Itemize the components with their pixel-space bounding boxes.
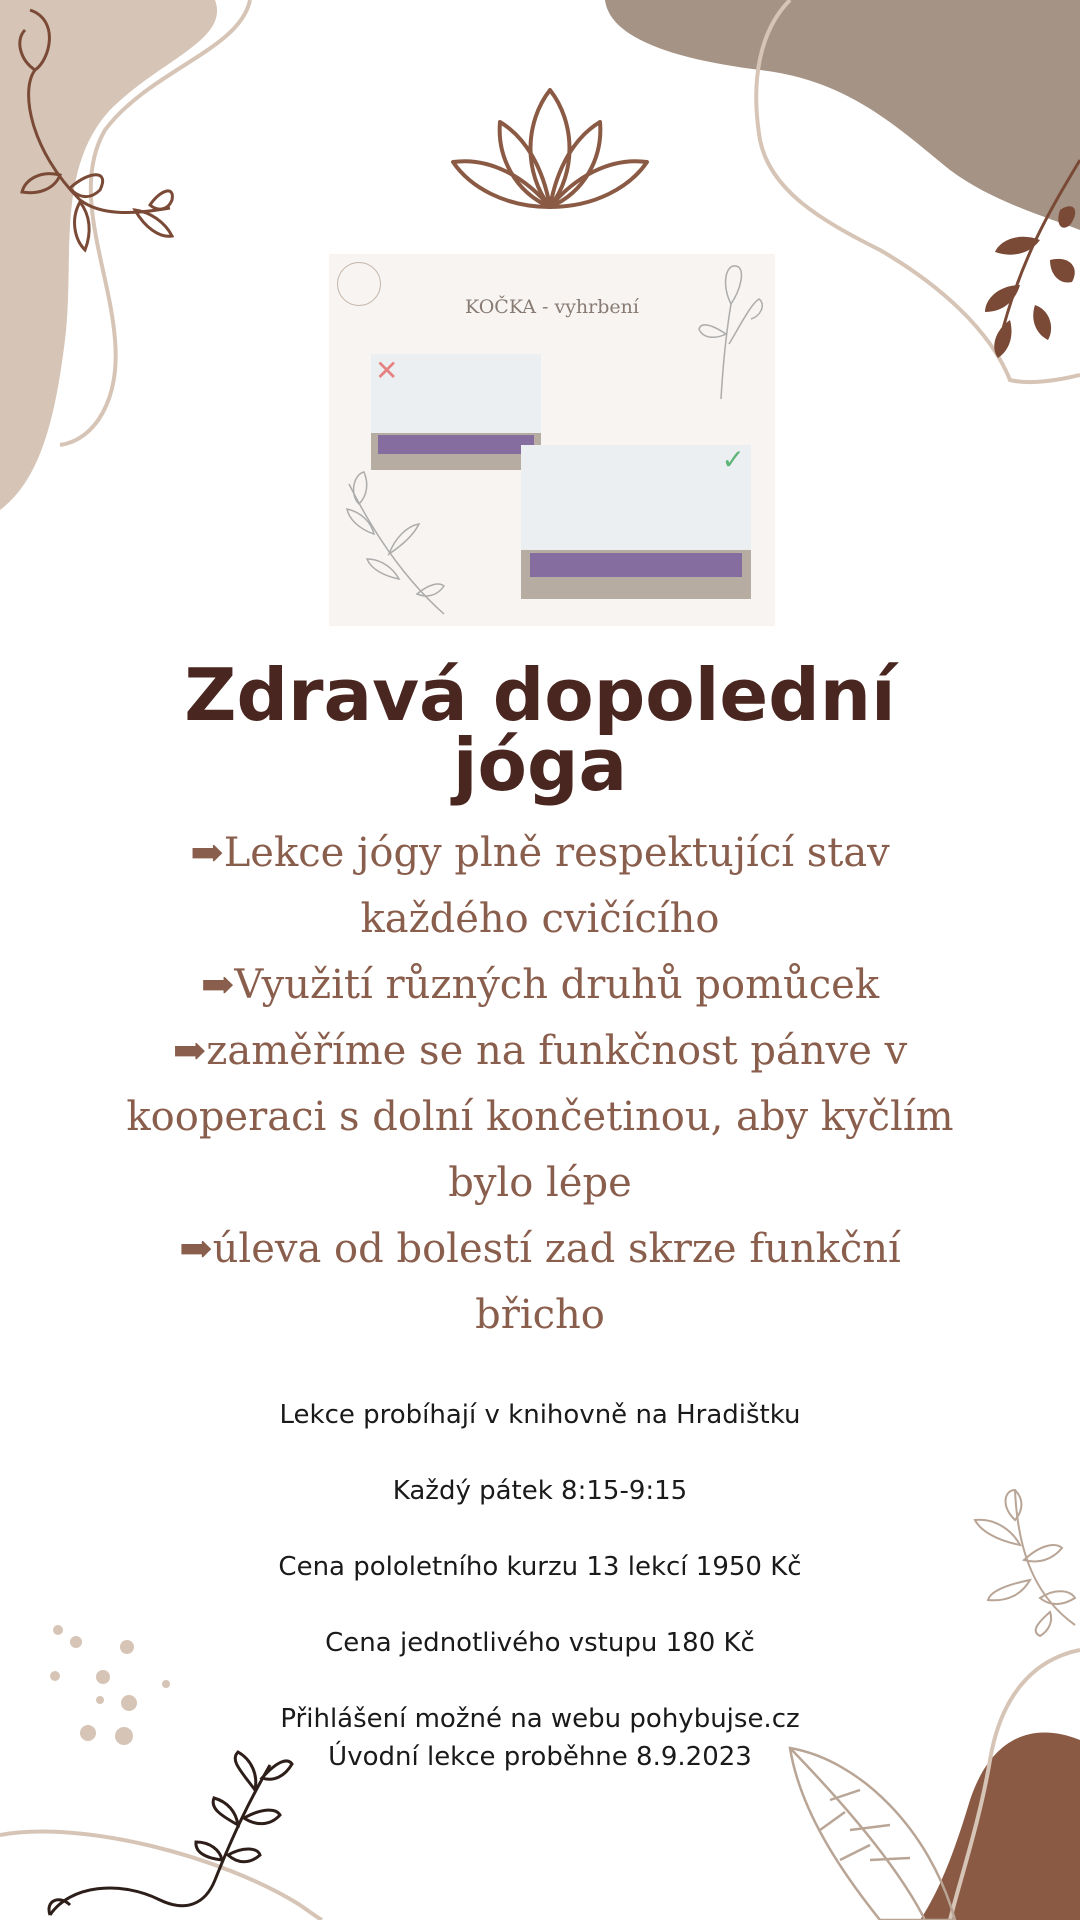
- list-item: [120, 820, 960, 952]
- registration-text: Přihlášení možné na webu pohybujse.cz: [280, 1704, 800, 1734]
- location-text: Lekce probíhají v knihovně na Hradištku: [279, 1400, 801, 1430]
- lotus-icon: [445, 82, 655, 212]
- flower-sketch-icon: [691, 254, 771, 404]
- title-line-2: jóga: [452, 723, 628, 807]
- list-item-text: úleva od bolestí zad skrze funkční břicho: [212, 1226, 901, 1338]
- arrow-right-icon: ➡: [200, 962, 235, 1008]
- first-lesson-text: Úvodní lekce proběhne 8.9.2023: [328, 1742, 752, 1772]
- exercise-photo-card: [329, 254, 775, 626]
- page-title: [140, 653, 940, 807]
- incorrect-mark-icon: ✕: [375, 354, 399, 387]
- course-info: [140, 1398, 940, 1778]
- right-sprig: [975, 1490, 1075, 1636]
- correct-pose-photo: [521, 445, 751, 599]
- list-item: [120, 1018, 960, 1216]
- leaf-sketch-icon: [329, 464, 449, 624]
- list-item-text: Lekce jógy plně respektující stav každého cvičícího: [223, 830, 890, 942]
- arrow-right-icon: ➡: [190, 830, 224, 876]
- exercise-title: KOČKA - vyhrbení: [465, 296, 639, 318]
- arrow-right-icon: ➡: [179, 1226, 213, 1272]
- top-right-blob: [605, 0, 1080, 230]
- course-price-text: Cena pololetního kurzu 13 lekcí 1950 Kč: [278, 1552, 802, 1582]
- list-item: [120, 952, 960, 1018]
- correct-mark-icon: ✓: [721, 445, 745, 476]
- bottom-right-blob: [920, 1733, 1080, 1920]
- title-line-1: Zdravá dopolední: [184, 653, 896, 737]
- benefit-list: [120, 820, 960, 1348]
- incorrect-pose-photo: [371, 354, 541, 470]
- schedule-text: Každý pátek 8:15-9:15: [392, 1476, 688, 1506]
- arrow-right-icon: ➡: [172, 1028, 207, 1074]
- single-price-text: Cena jednotlivého vstupu 180 Kč: [325, 1628, 755, 1658]
- list-item-text: zaměříme se na funkčnost pánve v kooperaci s dolní končetinou, aby kyčlím bylo lépe: [126, 1028, 954, 1206]
- list-item: [120, 1216, 960, 1348]
- list-item-text: Využití různých druhů pomůcek: [234, 962, 880, 1008]
